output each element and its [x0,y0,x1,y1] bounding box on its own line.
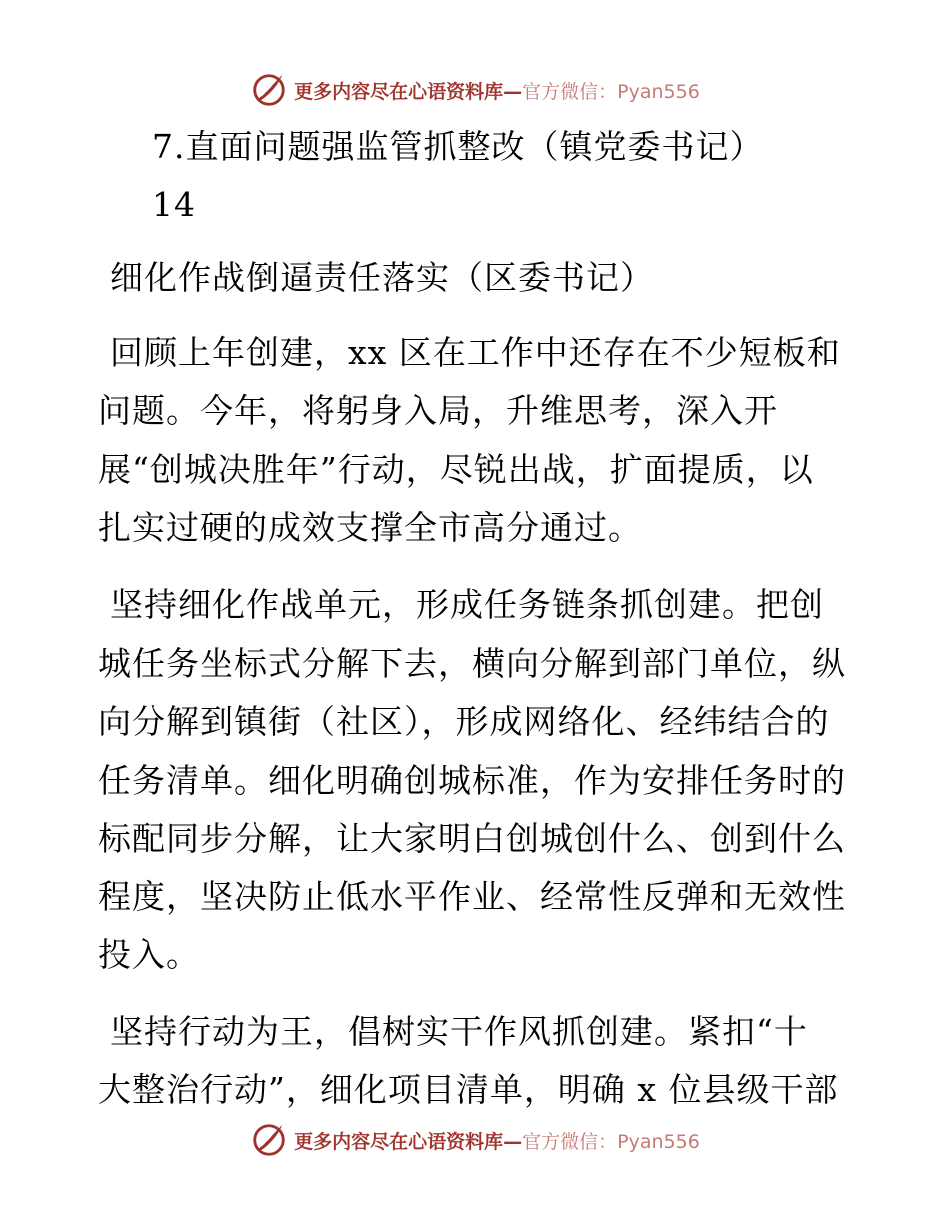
watermark-top [0,68,950,112]
watermark-wechat: 官方微信：Pyan556 [522,80,700,103]
paragraph-line: 投入。 [98,935,200,974]
heading-line [152,127,764,167]
paragraph-line: 任务清单。细化明确创城标准，作为安排任务时的 [98,761,846,800]
section-title: 细化作战倒逼责任落实（区委书记） [110,258,654,297]
page-reference: 14 [152,185,196,224]
heading-number: 7. [152,127,186,166]
paragraph-line: 展“创城决胜年”行动，尽锐出战，扩面提质，以 [98,450,814,489]
paragraph-line: 坚持行动为王，倡树实干作风抓创建。紧扣“十 [110,1012,808,1051]
paragraph-line: 向分解到镇街（社区），形成网络化、经纬结合的 [98,702,830,741]
paragraph-line: 扎实过硬的成效支撑全市高分通过。 [98,508,642,547]
watermark-wechat: 官方微信：Pyan556 [522,1130,700,1153]
paragraph-line: 标配同步分解，让大家明白创城创什么、创到什么 [98,819,846,858]
feather-logo-icon [250,1121,288,1159]
paragraph-line: 城任务坐标式分解下去，横向分解到部门单位，纵 [98,644,846,683]
watermark-text: 更多内容尽在心语资料库— [294,80,523,103]
paragraph-line: 大整治行动”，细化项目清单，明确 x 位县级干部 [98,1070,839,1109]
paragraph-line: 问题。今年，将躬身入局，升维思考，深入开 [98,391,778,430]
paragraph-line: 回顾上年创建，xx 区在工作中还存在不少短板和 [110,333,841,372]
heading-title: 直面问题强监管抓整改（镇党委书记） [185,127,764,166]
paragraph-line: 程度，坚决防止低水平作业、经常性反弹和无效性 [98,877,846,916]
feather-logo-icon [250,71,288,109]
paragraph-line: 坚持细化作战单元，形成任务链条抓创建。把创 [110,585,824,624]
watermark-bottom [0,1118,950,1162]
watermark-text: 更多内容尽在心语资料库— [294,1130,523,1153]
